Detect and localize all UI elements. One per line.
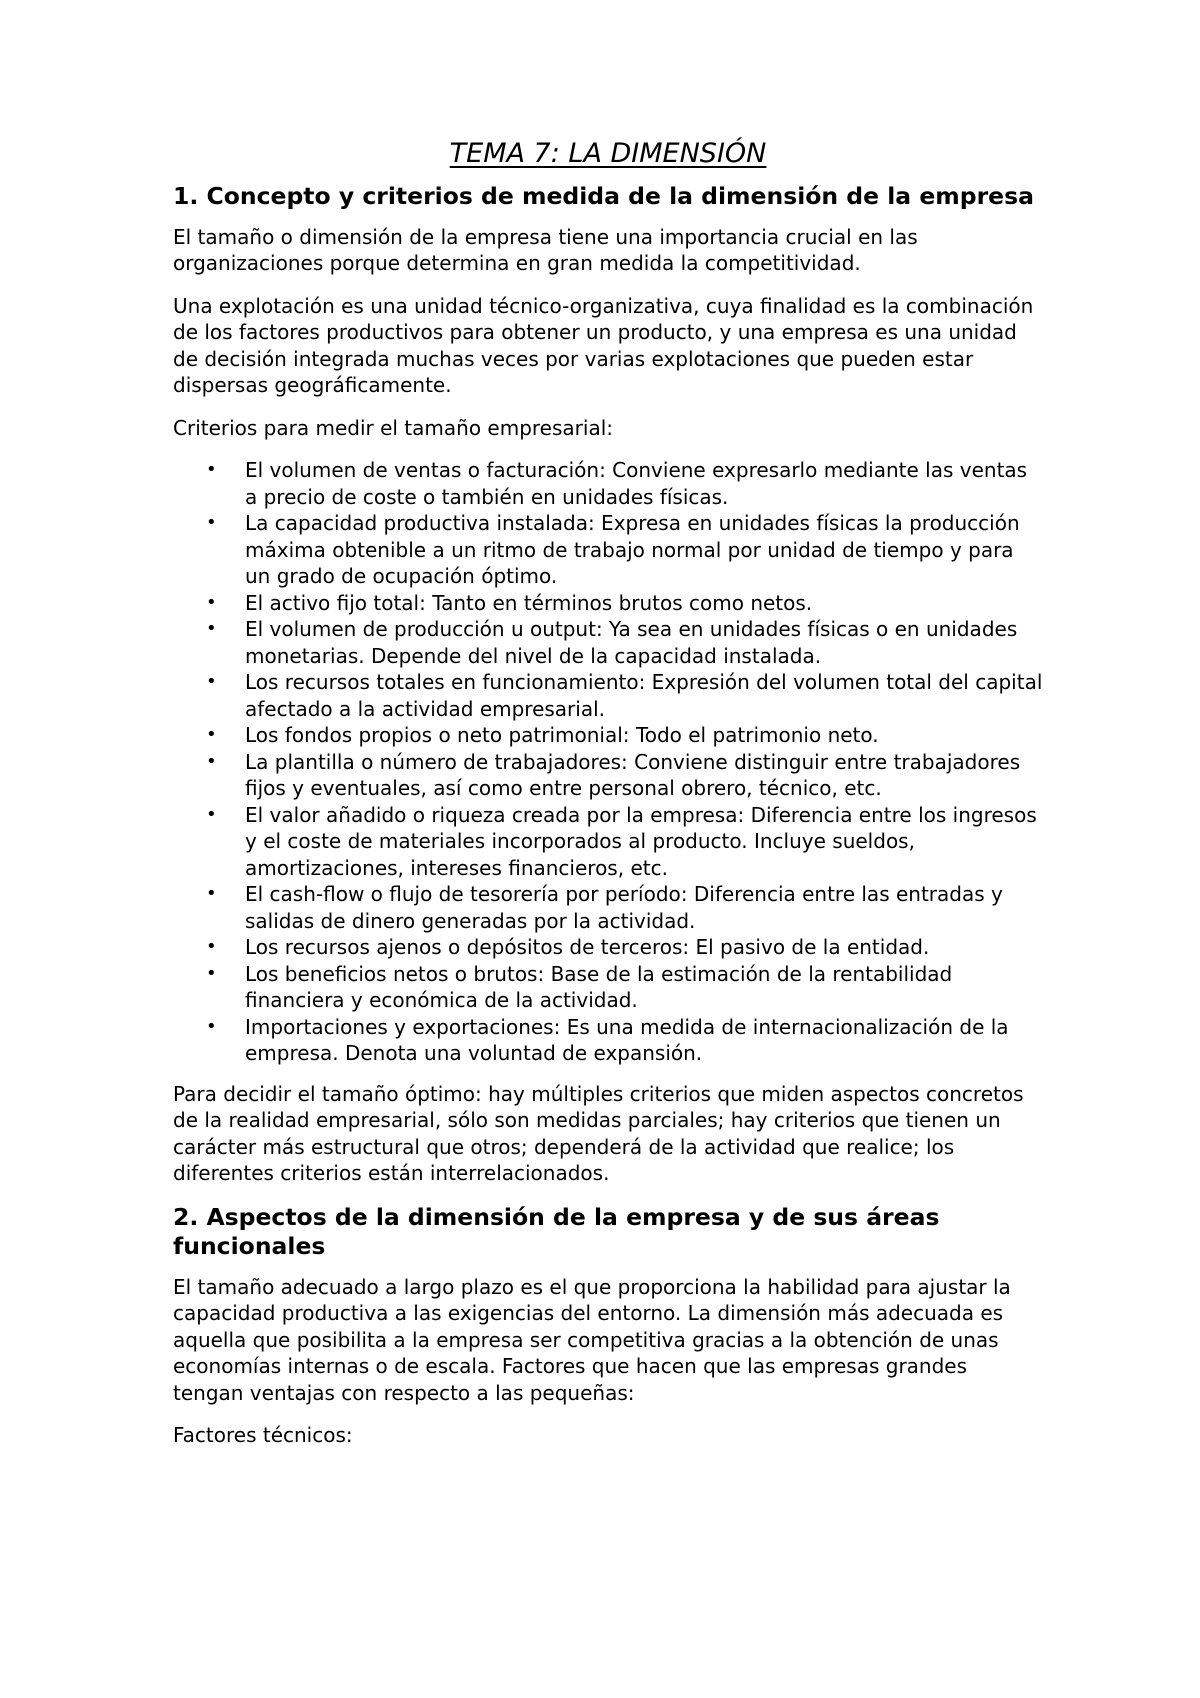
criteria-list — [173, 457, 1043, 1067]
list-item: • Importaciones y exportaciones: Es una medida de internacionalización de la empresa. Denota una voluntad de expansión. — [206, 1014, 1009, 1066]
section-1 — [173, 182, 1043, 1186]
section-2 — [173, 1203, 1043, 1449]
paragraph: Para decidir el tamaño óptimo: hay múltiples criterios que miden aspectos concretos de la realidad empresarial, sólo son medidas parciales; hay criterios que tienen un carácter más estructural que otros; dependerá de la actividad que realice; los diferentes criterios están interrelacionados. — [173, 1081, 1024, 1186]
list-item: • La capacidad productiva instalada: Expresa en unidades físicas la producción máxima obtenible a un ritmo de trabajo normal por unidad de tiempo y para un grado de ocupación óptimo. — [206, 511, 1020, 589]
list-item: • El volumen de producción u output: Ya sea en unidades físicas o en unidades monetarias. Depende del nivel de la capacidad instalada. — [206, 617, 1018, 668]
bullet-icon: • — [206, 1015, 217, 1037]
section-1-heading: 1. Concepto y criterios de medida de la dimensión de la empresa — [173, 182, 1034, 211]
bullet-icon: • — [206, 962, 217, 984]
list-item: • El valor añadido o riqueza creada por la empresa: Diferencia entre los ingresos y el coste de materiales incorporados al producto. Incluye sueldos, amortizaciones, intereses financieros, etc. — [206, 802, 1037, 880]
bullet-icon: • — [206, 459, 217, 481]
bullet-icon: • — [206, 883, 217, 905]
paragraph: El tamaño o dimensión de la empresa tiene una importancia crucial en las organizaciones porque determina en gran medida la competitividad. — [173, 224, 918, 276]
list-item: • El cash-flow o flujo de tesorería por período: Diferencia entre las entradas y salidas de dinero generadas por la actividad. — [206, 882, 1003, 933]
list-item: • Los fondos propios o neto patrimonial: Todo el patrimonio neto. — [206, 723, 879, 748]
list-item: • El activo fijo total: Tanto en términos brutos como netos. — [206, 590, 813, 615]
paragraph: Factores técnicos: — [173, 1423, 353, 1448]
paragraph: El tamaño adecuado a largo plazo es el que proporciona la habilidad para ajustar la capacidad productiva a las exigencias del entorno. La dimensión más adecuada es aquella que posibilita a la empresa ser competitiva gracias a la obtención de unas economías internas o de escala. Factores que hacen que las empresas grandes tengan ventajas con respecto a las pequeñas: — [173, 1274, 1011, 1405]
bullet-icon: • — [206, 618, 217, 640]
bullet-icon: • — [206, 512, 217, 534]
list-item: • Los recursos ajenos o depósitos de terceros: El pasivo de la entidad. — [206, 935, 930, 960]
list-item: • Los recursos totales en funcionamiento: Expresión del volumen total del capital afectado a la actividad empresarial. — [206, 670, 1043, 721]
section-2-heading: 2. Aspectos de la dimensión de la empresa y de sus áreas funcionales — [173, 1202, 940, 1261]
bullet-icon: • — [206, 750, 217, 772]
bullet-icon: • — [206, 803, 217, 825]
bullet-icon: • — [206, 936, 217, 958]
bullet-icon: • — [206, 724, 217, 746]
paragraph: Criterios para medir el tamaño empresarial: — [173, 415, 613, 440]
paragraph: Una explotación es una unidad técnico-organizativa, cuya finalidad es la combinación de los factores productivos para obtener un producto, y una empresa es una unidad de decisión integrada muchas veces por varias explotaciones que pueden estar dispersas geográficamente. — [173, 293, 1034, 398]
list-item: • El volumen de ventas o facturación: Conviene expresarlo mediante las ventas a precio de coste o también en unidades físicas. — [206, 458, 1028, 509]
list-item: • Los beneficios netos o brutos: Base de la estimación de la rentabilidad financiera y económica de la actividad. — [206, 961, 953, 1013]
document-page — [173, 138, 1043, 1465]
document-title: TEMA 7: LA DIMENSIÓN — [449, 138, 767, 169]
list-item: • La plantilla o número de trabajadores: Conviene distinguir entre trabajadores fijos y eventuales, así como entre personal obrero, técnico, etc. — [206, 749, 1021, 801]
bullet-icon: • — [206, 591, 217, 613]
bullet-icon: • — [206, 671, 217, 693]
